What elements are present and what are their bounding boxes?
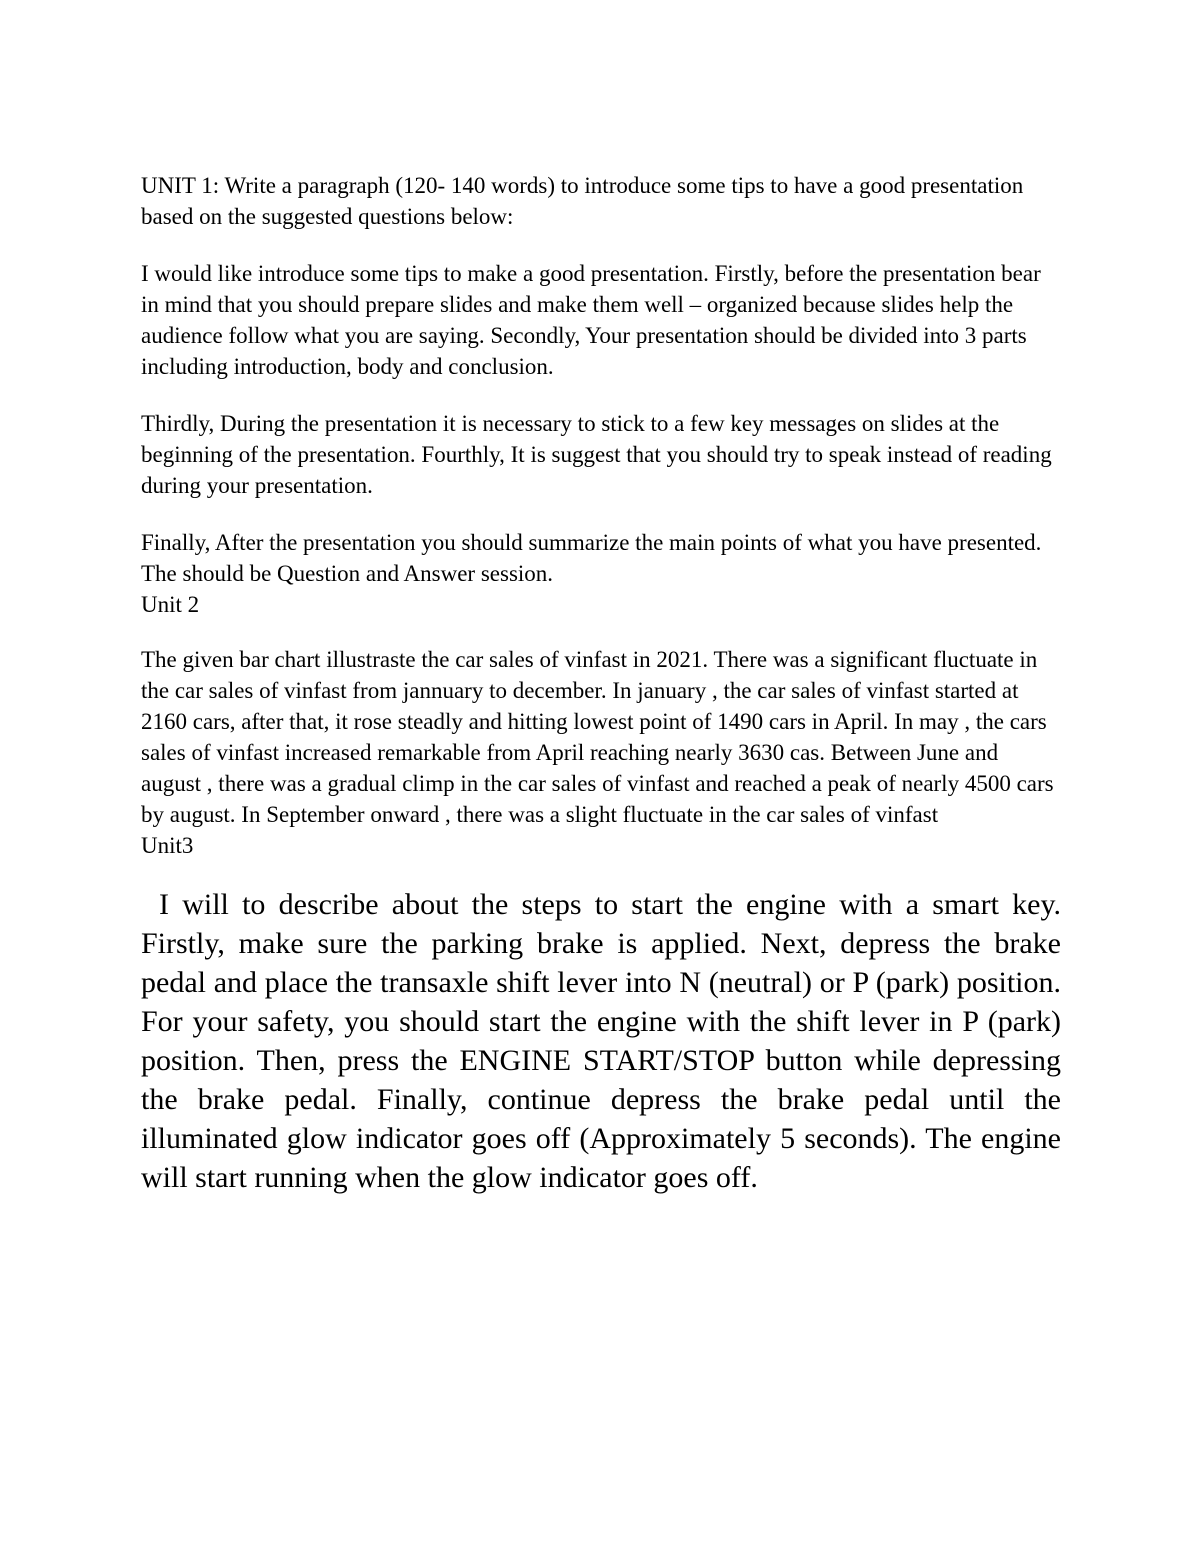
unit2-heading: Unit 2 [141, 592, 200, 617]
unit1-paragraph-3: Finally, After the presentation you should summarize the main points of what you have presented. The should be Question and Answer session. [141, 530, 1042, 586]
unit3-paragraph: I will to describe about the steps to start the engine with a smart key. Firstly, make sure the parking brake is applied. Next, depress the brake pedal and place the transaxle shift lever into N (neutral) or P (park) position. For your safety, you should start the engine with the shift lever in P (park) position. Then, press the ENGINE START/STOP button while depressing the brake pedal. Finally, continue depress the brake pedal until the illuminated glow indicator goes off (Approximately 5 seconds). The engine will start running when the glow indicator goes off. [141, 888, 1061, 1194]
unit3-heading: Unit3 [141, 833, 194, 858]
unit1-prompt: UNIT 1: Write a paragraph (120- 140 words) to introduce some tips to have a good presentation based on the suggested questions below: [141, 173, 1024, 229]
unit1-paragraph-2: Thirdly, During the presentation it is necessary to stick to a few key messages on slides at the beginning of the presentation. Fourthly, It is suggest that you should try to speak instead of reading during your presentation. [141, 411, 1052, 498]
unit1-paragraph-1: I would like introduce some tips to make a good presentation. Firstly, before the presentation bear in mind that you should prepare slides and make them well – organized because slides help the audience follow what you are saying. Secondly, Your presentation should be divided into 3 parts including introduction, body and conclusion. [141, 261, 1041, 379]
unit2-paragraph: The given bar chart illustraste the car sales of vinfast in 2021. There was a significant fluctuate in the car sales of vinfast from jannuary to december. In january , the car sales of vinfast started at 2160 cars, after that, it rose steadly and hitting lowest point of 1490 cars in April. In may , the cars sales of vinfast increased remarkable from April reaching nearly 3630 cas. Between June and august , there was a gradual climp in the car sales of vinfast and reached a peak of nearly 4500 cars by august. In September onward , there was a slight fluctuate in the car sales of vinfast [141, 647, 1054, 827]
document-body [141, 170, 1061, 1197]
